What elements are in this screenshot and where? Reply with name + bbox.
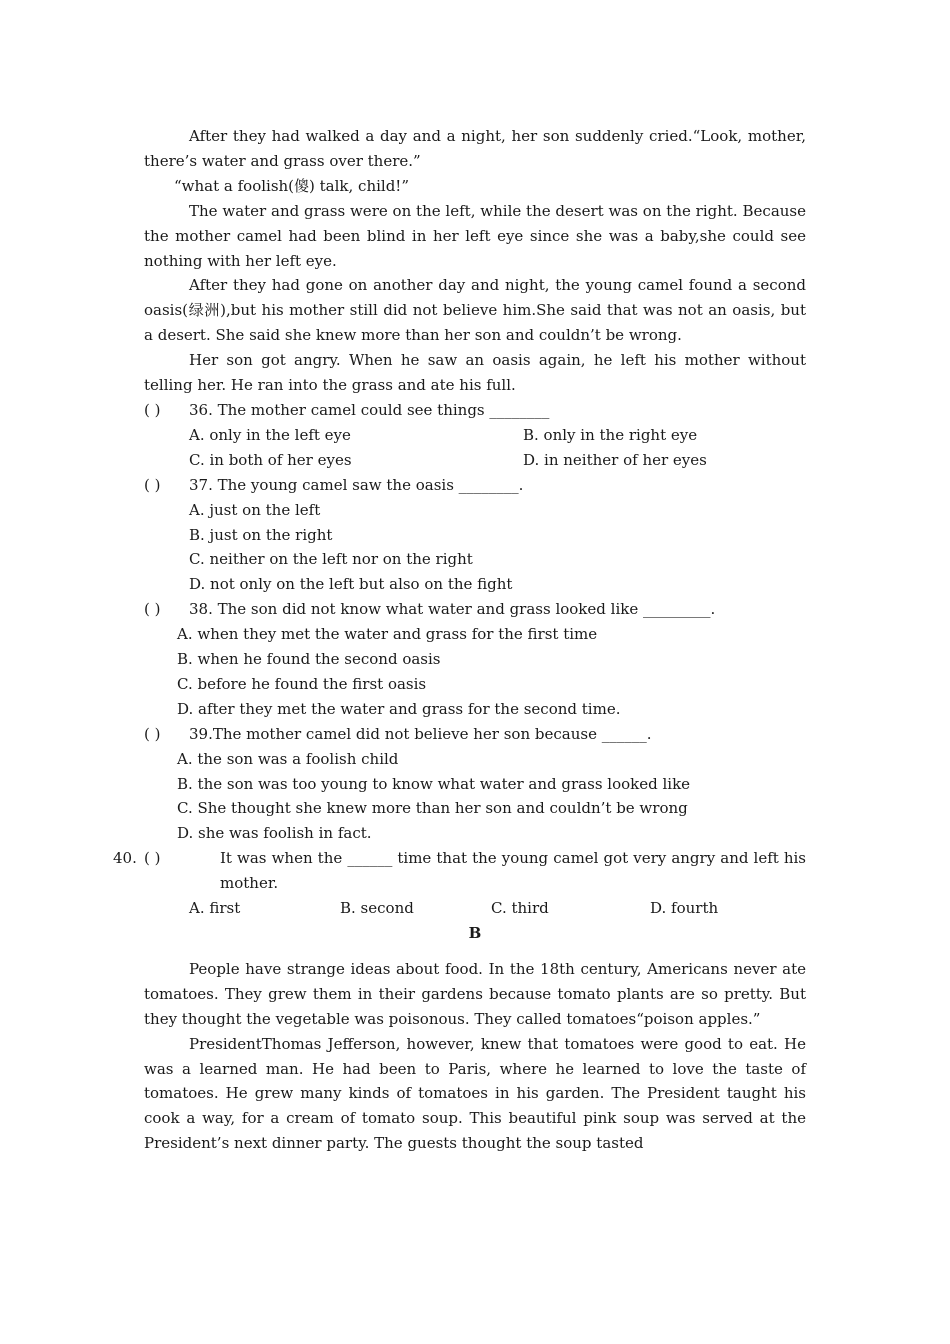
option-b: B. the son was too young to know what water and grass looked like — [177, 774, 691, 793]
option-c: C. in both of her eyes — [189, 450, 352, 469]
option-c: C. She thought she knew more than her son and couldn’t be wrong — [177, 799, 688, 818]
question-stem: 39.The mother camel did not believe her son because — [189, 724, 602, 743]
passage-a-paragraph-3: The water and grass were on the left, while the desert was on the right. Because the mother camel had been blind in her left eye since she was a baby,she could see nothing with her left eye. — [144, 201, 806, 270]
passage-a-paragraph-5: Her son got angry. When he saw an oasis again, he left his mother without telling her. He ran into the grass and ate his full. — [144, 351, 806, 395]
answer-blank: _________ — [642, 600, 711, 619]
question-39 — [144, 722, 806, 847]
option-a: A. when they met the water and grass for the first time — [177, 625, 598, 644]
answer-blank: ________ — [458, 475, 519, 494]
answer-paren[interactable]: ( ) — [144, 600, 161, 619]
question-40 — [113, 846, 807, 921]
question-36 — [144, 398, 806, 473]
option-d: D. in neither of her eyes — [523, 450, 707, 469]
answer-blank: ______ — [347, 849, 393, 868]
passage-b-paragraph-2: PresidentThomas Jefferson, however, knew that tomatoes were good to eat. He was a learned man. He had been to Paris, where he learned to love the taste of tomatoes. He grew many kinds of tomatoes in his garden. The President taught his cook a way, for a cream of tomato soup. This beautiful pink soup was served at the President’s next dinner party. The guests thought the soup tasted — [144, 1034, 806, 1153]
option-b: B. only in the right eye — [523, 425, 698, 444]
answer-paren[interactable]: ( ) — [144, 849, 161, 868]
question-stem: 37. The young camel saw the oasis — [189, 475, 459, 494]
question-number: 40. — [113, 849, 137, 868]
option-c: C. before he found the first oasis — [177, 674, 427, 693]
question-stem: 38. The son did not know what water and grass looked like — [189, 600, 643, 619]
passage-a-paragraph-2: “what a foolish(傻) talk, child!” — [174, 176, 410, 195]
answer-paren[interactable]: ( ) — [144, 400, 161, 419]
document-page — [113, 124, 807, 1156]
option-a: A. just on the left — [189, 500, 321, 519]
question-end: . — [646, 724, 652, 743]
passage-a-paragraph-1: After they had walked a day and a night, her son suddenly cried.“Look, mother, there’s water and grass over there.” — [144, 127, 806, 170]
answer-paren[interactable]: ( ) — [144, 475, 161, 494]
passage-b-paragraph-1: People have strange ideas about food. In the 18th century, Americans never ate tomatoes. They grew them in their gardens because tomato plants are so pretty. But they thought the vegetable was poisonous. They called tomatoes“poison apples.” — [144, 959, 806, 1028]
option-b: B. just on the right — [189, 525, 333, 544]
option-c: C. third — [491, 899, 549, 918]
question-end: . — [518, 475, 524, 494]
question-end: . — [710, 600, 716, 619]
option-c: C. neither on the left nor on the right — [189, 550, 473, 569]
option-d: D. after they met the water and grass for the second time. — [177, 699, 621, 718]
option-a: A. first — [189, 899, 241, 918]
option-a: A. only in the left eye — [189, 425, 351, 444]
option-d: D. not only on the left but also on the fight — [189, 575, 513, 594]
question-stem: 36. The mother camel could see things — [189, 400, 490, 419]
passage-a-paragraph-4: After they had gone on another day and night, the young camel found a second oasis(绿洲),but his mother still did not believe him.She said that was not an oasis, but a desert. She said she knew more than her son and couldn’t be wrong. — [144, 276, 806, 345]
answer-blank: ______ — [601, 724, 647, 743]
question-stem-before: It was when the — [220, 849, 348, 868]
answer-blank: ________ — [489, 400, 550, 419]
question-37 — [144, 473, 806, 598]
section-heading: B — [468, 924, 482, 942]
answer-paren[interactable]: ( ) — [144, 724, 161, 743]
question-38 — [144, 597, 806, 722]
option-b: B. when he found the second oasis — [177, 650, 441, 669]
option-b: B. second — [340, 899, 414, 918]
option-d: D. she was foolish in fact. — [177, 824, 372, 843]
option-d: D. fourth — [650, 899, 719, 918]
question-stem-after: time that the young camel got very angry and left his mother. — [220, 849, 807, 893]
option-a: A. the son was a foolish child — [177, 749, 399, 768]
